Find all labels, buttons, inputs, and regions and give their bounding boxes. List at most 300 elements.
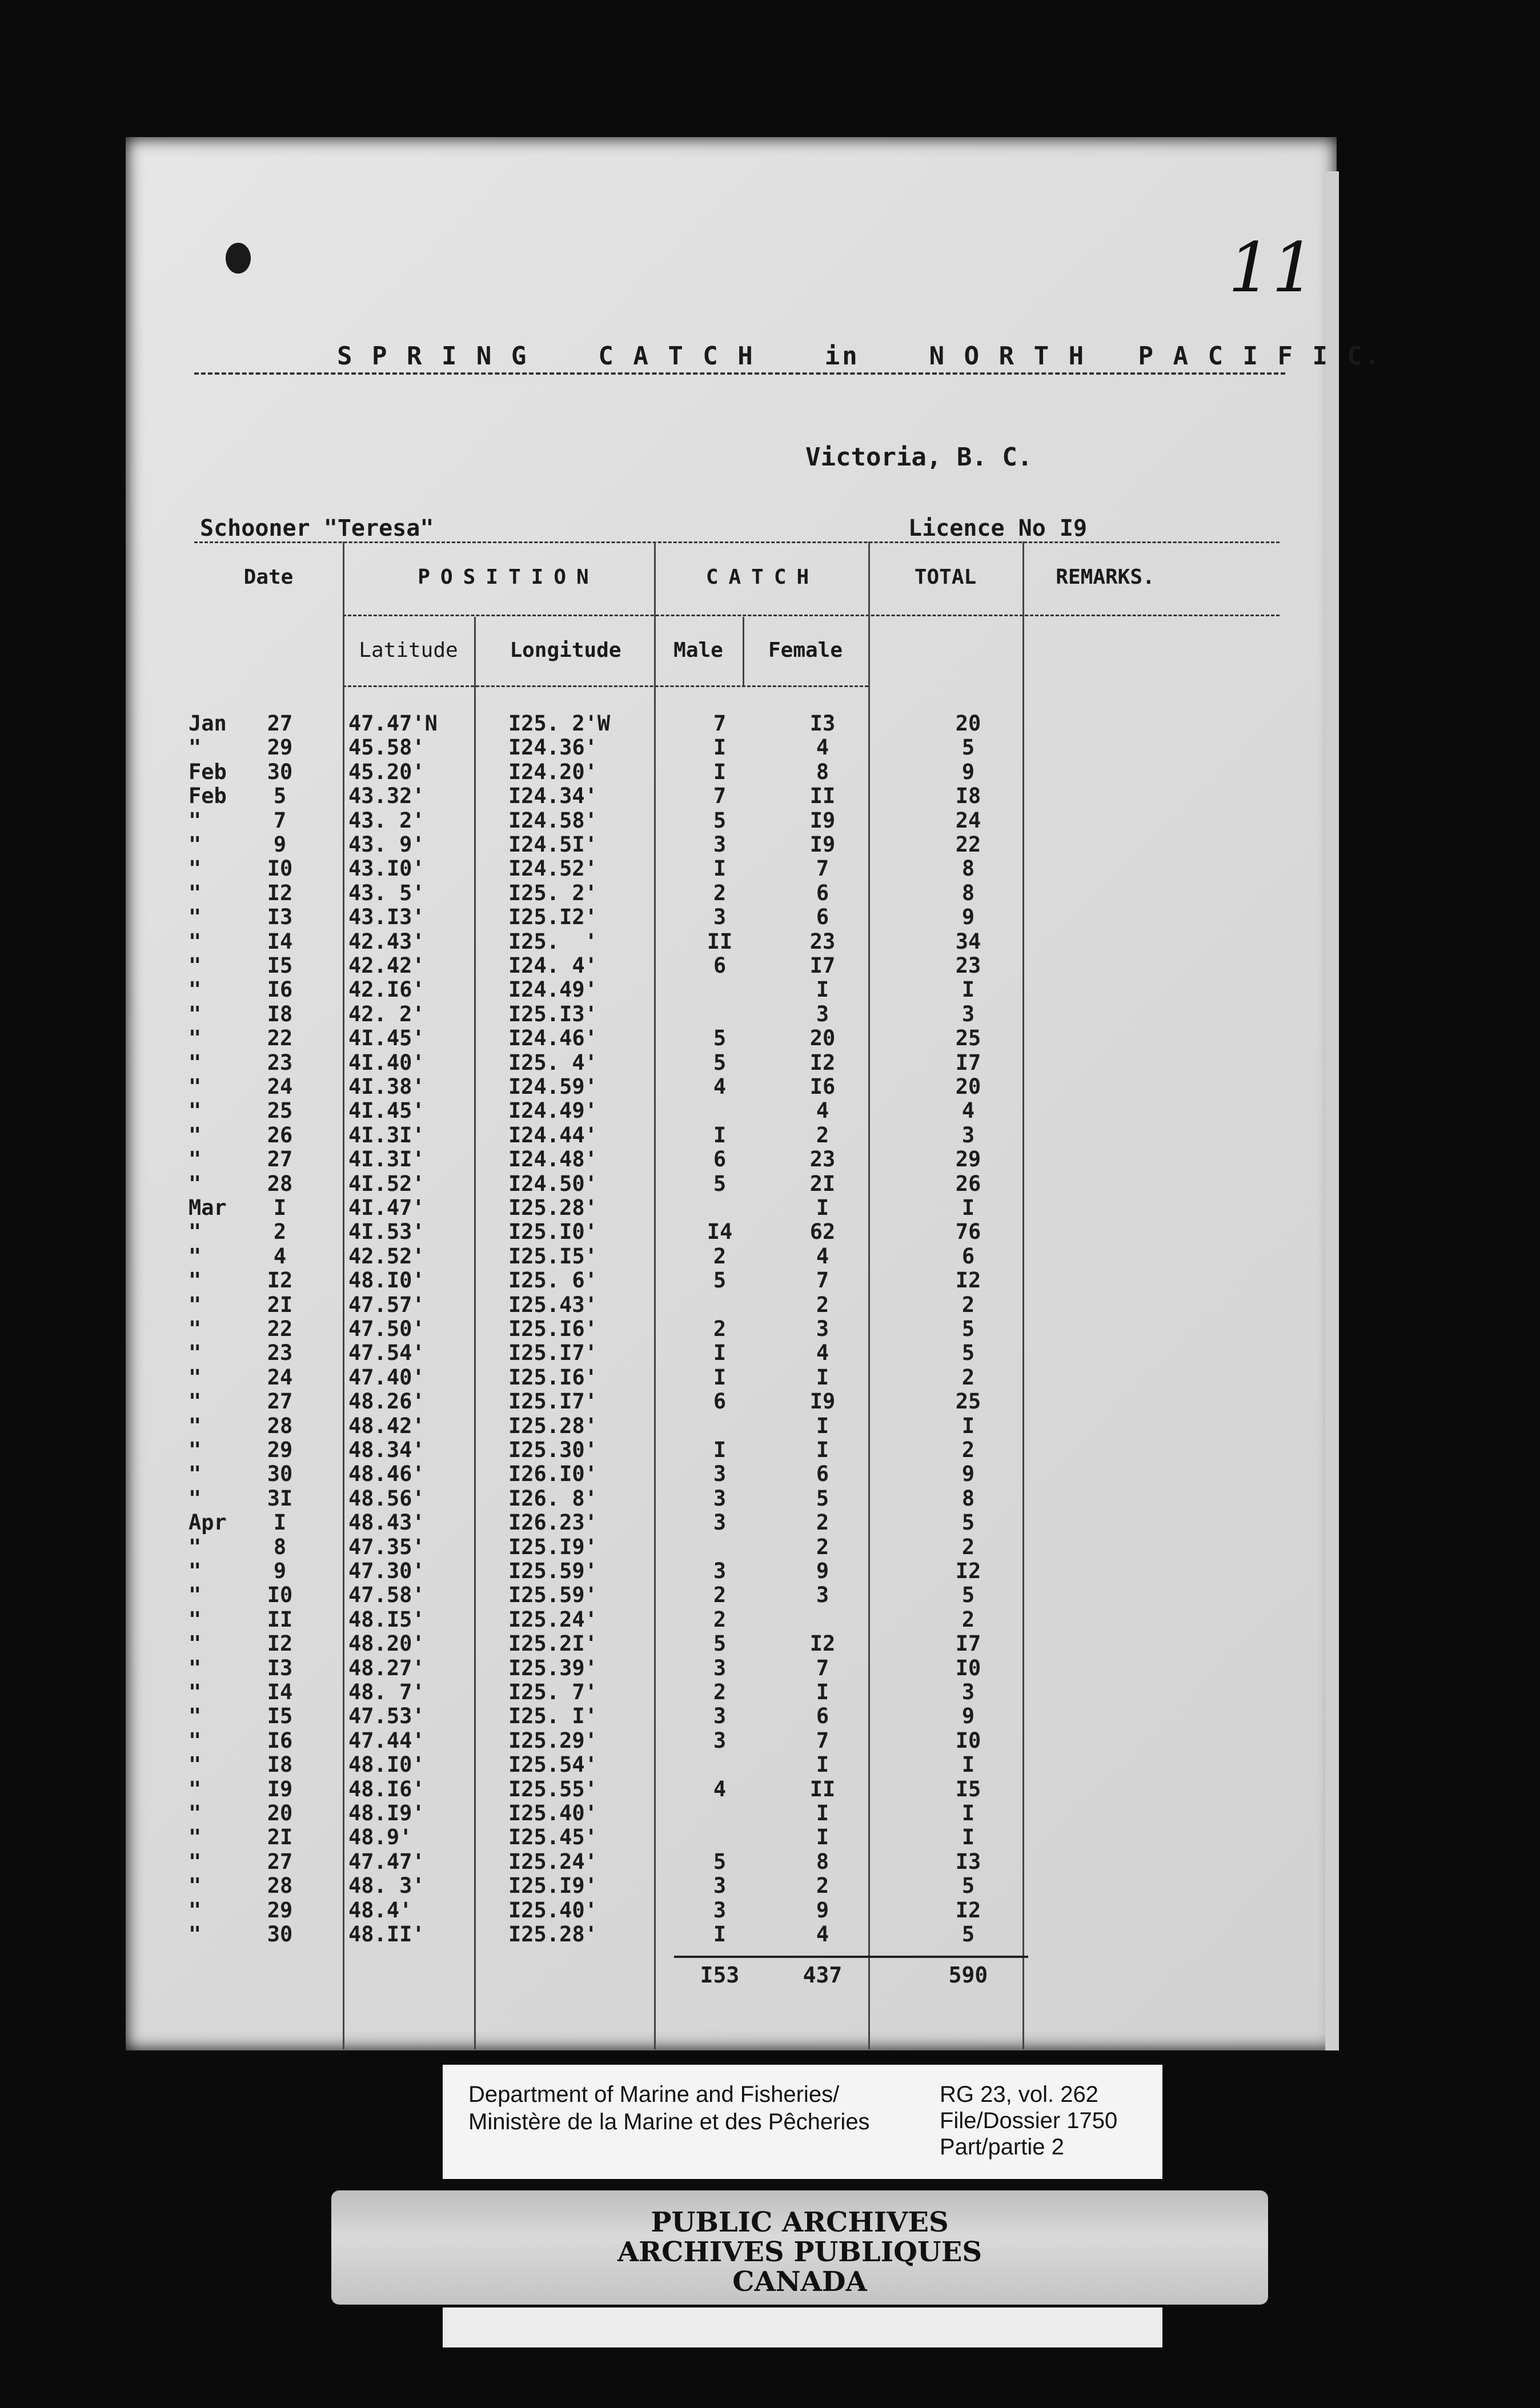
row-female: 8 (816, 1849, 829, 1874)
row-day: 28 (267, 1171, 293, 1196)
row-female: I9 (809, 808, 836, 833)
row-female: 4 (816, 1922, 829, 1947)
row-month: " (189, 1922, 202, 1947)
row-total: 8 (961, 880, 975, 905)
row-month: " (189, 1026, 202, 1051)
row-longitude: I25.I6' (508, 1364, 597, 1390)
row-total: 25 (955, 1026, 981, 1051)
row-month: " (189, 1631, 202, 1656)
col-divider-male (743, 617, 744, 685)
row-male: I (713, 856, 727, 881)
row-total: 9 (961, 1462, 975, 1487)
row-month: " (189, 808, 202, 833)
row-month: " (189, 1849, 202, 1874)
row-female: 20 (809, 1026, 836, 1051)
row-longitude: I25. ' (508, 929, 597, 954)
page-title: S P R I N G C A T C H in N O R T H P A C I F I C. (337, 342, 1382, 371)
row-day: I0 (267, 1583, 293, 1608)
row-day: 30 (267, 759, 293, 784)
row-latitude: 47.35' (348, 1534, 425, 1559)
row-latitude: 47.54' (348, 1341, 425, 1366)
row-longitude: I25.30' (508, 1438, 597, 1462)
row-total: 3 (961, 1122, 975, 1147)
row-month: Mar (189, 1195, 227, 1220)
row-total: I (961, 977, 975, 1002)
row-longitude: I25.24' (508, 1849, 597, 1874)
header-latitude: Latitude (359, 639, 458, 662)
row-day: I3 (267, 905, 293, 930)
row-month: " (189, 1098, 202, 1123)
row-total: 22 (955, 832, 981, 857)
page-number: 11 (1228, 228, 1316, 308)
row-month: " (189, 977, 202, 1002)
row-total: 24 (955, 808, 981, 833)
row-longitude: I25.I9' (508, 1534, 597, 1559)
row-month: " (189, 1728, 202, 1753)
row-latitude: 4I.47' (348, 1195, 425, 1220)
row-male: 5 (713, 808, 727, 833)
row-total: I8 (955, 784, 981, 809)
row-female: 5 (816, 1486, 829, 1511)
row-day: 29 (267, 1897, 293, 1923)
row-latitude: 48. 7' (348, 1680, 425, 1704)
title-underline (194, 372, 1285, 375)
row-longitude: I24.34' (508, 784, 597, 809)
row-total: 9 (961, 905, 975, 930)
row-longitude: I24.20' (508, 759, 597, 784)
row-latitude: 45.58' (348, 735, 425, 760)
row-female: 2 (816, 1873, 829, 1899)
row-day: 4 (273, 1243, 287, 1269)
row-month: Feb (189, 759, 227, 784)
row-latitude: 4I.53' (348, 1219, 425, 1245)
row-latitude: 48. 3' (348, 1873, 425, 1899)
row-latitude: 45.20' (348, 759, 425, 784)
row-longitude: I24.59' (508, 1074, 597, 1099)
row-total: 2 (961, 1364, 975, 1390)
row-male: 5 (713, 1026, 727, 1051)
row-latitude: 4I.3I' (348, 1147, 425, 1172)
row-longitude: I25. 2'W (508, 711, 611, 736)
row-longitude: I25.I6' (508, 1317, 597, 1341)
archive-label (443, 2065, 1162, 2179)
row-total: I (961, 1801, 975, 1825)
row-month: " (189, 735, 202, 760)
row-male: 5 (713, 1631, 727, 1656)
row-total: 8 (961, 856, 975, 881)
row-longitude: I25.I3' (508, 1001, 597, 1026)
row-female: I (816, 1680, 829, 1704)
row-month: " (189, 1752, 202, 1777)
row-male: 3 (713, 1510, 727, 1535)
row-female: 2 (816, 1534, 829, 1559)
row-total: 5 (961, 735, 975, 760)
header-position: POSITION (418, 565, 599, 589)
row-male: 3 (713, 905, 727, 930)
row-longitude: I24.49' (508, 977, 597, 1002)
row-longitude: I25.2I' (508, 1631, 597, 1656)
row-day: I3 (267, 1655, 293, 1680)
row-latitude: 47.58' (348, 1583, 425, 1608)
row-female: 2 (816, 1292, 829, 1317)
header-total: TOTAL (914, 565, 977, 589)
row-longitude: I26.23' (508, 1510, 597, 1535)
row-longitude: I25.43' (508, 1292, 597, 1317)
label-file: File/Dossier 1750 (940, 2108, 1118, 2133)
row-day: I9 (267, 1776, 293, 1801)
row-latitude: 43.I0' (348, 856, 425, 881)
row-male: 2 (713, 1243, 727, 1269)
row-total: 20 (955, 711, 981, 736)
row-total: 4 (961, 1098, 975, 1123)
row-month: " (189, 1534, 202, 1559)
row-male: I (713, 759, 727, 784)
label-part: Part/partie 2 (940, 2134, 1064, 2160)
row-day: I (273, 1510, 287, 1535)
row-latitude: 48.4' (348, 1897, 412, 1923)
header-mid-rule (343, 615, 1280, 616)
row-month: " (189, 1364, 202, 1390)
row-longitude: I25.55' (508, 1776, 597, 1801)
row-month: " (189, 832, 202, 857)
row-male: 3 (713, 1873, 727, 1899)
row-month: Feb (189, 784, 227, 809)
row-male: 6 (713, 1389, 727, 1414)
row-female: 6 (816, 1462, 829, 1487)
row-day: 27 (267, 1849, 293, 1874)
row-male: 2 (713, 1607, 727, 1632)
row-longitude: I25.I5' (508, 1243, 597, 1269)
row-month: " (189, 1050, 202, 1075)
row-total: 3 (961, 1001, 975, 1026)
row-day: I5 (267, 953, 293, 978)
licence-number: Licence No I9 (908, 515, 1088, 541)
row-total: I (961, 1752, 975, 1777)
row-latitude: 48.I0' (348, 1268, 425, 1293)
row-longitude: I24. 4' (508, 953, 597, 978)
row-latitude: 4I.45' (348, 1098, 425, 1123)
row-latitude: 48.46' (348, 1462, 425, 1487)
row-female: 7 (816, 1728, 829, 1753)
row-total: I7 (955, 1050, 981, 1075)
row-longitude: I24.46' (508, 1026, 597, 1051)
row-day: I8 (267, 1752, 293, 1777)
row-total: I2 (955, 1268, 981, 1293)
row-day: I (273, 1195, 287, 1220)
row-latitude: 47.40' (348, 1364, 425, 1390)
row-total: I2 (955, 1897, 981, 1923)
row-day: 20 (267, 1801, 293, 1825)
row-day: I6 (267, 1728, 293, 1753)
row-longitude: I25.28' (508, 1195, 597, 1220)
row-male: 2 (713, 1583, 727, 1608)
row-day: 5 (273, 784, 287, 809)
row-day: 8 (273, 1534, 287, 1559)
table-top-rule (194, 541, 1280, 543)
row-longitude: I25.I9' (508, 1873, 597, 1899)
row-latitude: 43. 5' (348, 880, 425, 905)
row-male: 3 (713, 1704, 727, 1729)
row-longitude: I25.29' (508, 1728, 597, 1753)
row-total: I7 (955, 1631, 981, 1656)
row-male: 3 (713, 832, 727, 857)
row-female: 6 (816, 1704, 829, 1729)
row-month: " (189, 1389, 202, 1414)
row-male: I (713, 1438, 727, 1462)
row-male: I4 (707, 1219, 733, 1245)
row-latitude: 47.53' (348, 1704, 425, 1729)
row-female: I6 (809, 1074, 836, 1099)
row-male: 7 (713, 784, 727, 809)
row-female: I9 (809, 832, 836, 857)
row-total: 2 (961, 1292, 975, 1317)
row-month: " (189, 1243, 202, 1269)
row-female: 6 (816, 880, 829, 905)
row-day: I2 (267, 1631, 293, 1656)
row-longitude: I24.49' (508, 1098, 597, 1123)
row-female: II (809, 1776, 836, 1801)
row-total: 9 (961, 759, 975, 784)
row-latitude: 42.42' (348, 953, 425, 978)
header-male: Male (673, 639, 723, 662)
row-total: 34 (955, 929, 981, 954)
row-longitude: I25.54' (508, 1752, 597, 1777)
row-female: I (816, 1801, 829, 1825)
row-female: I (816, 1825, 829, 1850)
row-day: 29 (267, 735, 293, 760)
label-dept-en: Department of Marine and Fisheries/ (468, 2082, 840, 2107)
row-month: " (189, 1317, 202, 1341)
row-total: 2 (961, 1534, 975, 1559)
totals-rule (674, 1956, 1028, 1958)
row-female: I2 (809, 1631, 836, 1656)
label-rg: RG 23, vol. 262 (940, 2082, 1098, 2107)
row-day: 28 (267, 1873, 293, 1899)
row-male: II (707, 929, 733, 954)
row-latitude: 48.I6' (348, 1776, 425, 1801)
row-latitude: 48.34' (348, 1438, 425, 1462)
row-latitude: 47.47' (348, 1849, 425, 1874)
row-day: I2 (267, 1268, 293, 1293)
row-day: I4 (267, 1680, 293, 1704)
col-divider-date (343, 541, 344, 2049)
row-male: 5 (713, 1268, 727, 1293)
row-female: I (816, 1752, 829, 1777)
row-male: 4 (713, 1776, 727, 1801)
row-male: 2 (713, 1317, 727, 1341)
total-female: 437 (803, 1962, 843, 1988)
row-latitude: 48.26' (348, 1389, 425, 1414)
row-longitude: I25.I2' (508, 905, 597, 930)
row-total: 25 (955, 1389, 981, 1414)
row-female: I (816, 977, 829, 1002)
row-longitude: I25.59' (508, 1583, 597, 1608)
row-longitude: I24.52' (508, 856, 597, 881)
row-day: 2I (267, 1825, 293, 1850)
row-day: II (267, 1607, 293, 1632)
row-female: 8 (816, 759, 829, 784)
row-day: 26 (267, 1122, 293, 1147)
row-month: " (189, 1559, 202, 1583)
punch-hole-icon (226, 243, 251, 274)
place-line: Victoria, B. C. (805, 443, 1033, 472)
row-longitude: I24.5I' (508, 832, 597, 857)
row-month: " (189, 1897, 202, 1923)
row-female: I7 (809, 953, 836, 978)
row-female: 4 (816, 735, 829, 760)
row-total: I5 (955, 1776, 981, 1801)
row-longitude: I24.58' (508, 808, 597, 833)
row-longitude: I25.40' (508, 1801, 597, 1825)
row-latitude: 4I.3I' (348, 1122, 425, 1147)
row-total: 29 (955, 1147, 981, 1172)
row-total: I2 (955, 1559, 981, 1583)
row-male: 5 (713, 1171, 727, 1196)
row-longitude: I25.59' (508, 1559, 597, 1583)
row-month: " (189, 1680, 202, 1704)
row-male: 5 (713, 1050, 727, 1075)
row-female: I (816, 1413, 829, 1438)
row-month: " (189, 1438, 202, 1462)
row-male: I (713, 735, 727, 760)
row-total: 26 (955, 1171, 981, 1196)
row-male: 3 (713, 1728, 727, 1753)
row-total: 5 (961, 1922, 975, 1947)
row-latitude: 4I.40' (348, 1050, 425, 1075)
row-total: 3 (961, 1680, 975, 1704)
row-male: 6 (713, 953, 727, 978)
header-catch: CATCH (705, 565, 820, 589)
row-month: " (189, 856, 202, 881)
row-total: 5 (961, 1317, 975, 1341)
row-month: Apr (189, 1510, 227, 1535)
row-male: 6 (713, 1147, 727, 1172)
header-longitude: Longitude (510, 639, 621, 662)
row-day: 2I (267, 1292, 293, 1317)
row-male: 5 (713, 1849, 727, 1874)
row-month: " (189, 1607, 202, 1632)
row-total: 2 (961, 1607, 975, 1632)
row-day: 30 (267, 1922, 293, 1947)
row-day: 24 (267, 1074, 293, 1099)
row-longitude: I25.45' (508, 1825, 597, 1850)
row-day: I6 (267, 977, 293, 1002)
row-total: I0 (955, 1655, 981, 1680)
row-latitude: 47.44' (348, 1728, 425, 1753)
row-female: 7 (816, 856, 829, 881)
row-latitude: 48.I0' (348, 1752, 425, 1777)
row-female: I3 (809, 711, 836, 736)
row-female: 3 (816, 1001, 829, 1026)
row-month: " (189, 1462, 202, 1487)
row-female: 4 (816, 1341, 829, 1366)
row-month: " (189, 1341, 202, 1366)
stamp-line-1: PUBLIC ARCHIVES (651, 2206, 949, 2238)
col-divider-position (654, 541, 656, 2049)
row-latitude: 43.32' (348, 784, 425, 809)
row-day: 24 (267, 1364, 293, 1390)
row-latitude: 48.42' (348, 1413, 425, 1438)
row-latitude: 48.I5' (348, 1607, 425, 1632)
row-female: 2 (816, 1122, 829, 1147)
row-female: 4 (816, 1098, 829, 1123)
row-day: I5 (267, 1704, 293, 1729)
row-male: 7 (713, 711, 727, 736)
label-strip (443, 2307, 1162, 2347)
row-total: I3 (955, 1849, 981, 1874)
row-month: " (189, 1583, 202, 1608)
row-day: I4 (267, 929, 293, 954)
row-month: " (189, 1486, 202, 1511)
row-longitude: I25.40' (508, 1897, 597, 1923)
row-latitude: 48.43' (348, 1510, 425, 1535)
row-latitude: 42.43' (348, 929, 425, 954)
row-female: I2 (809, 1050, 836, 1075)
row-month: " (189, 1873, 202, 1899)
row-male: 3 (713, 1897, 727, 1923)
row-day: 9 (273, 1559, 287, 1583)
row-total: 23 (955, 953, 981, 978)
total-all: 590 (948, 1962, 988, 1988)
row-month: " (189, 1147, 202, 1172)
row-female: 3 (816, 1317, 829, 1341)
row-total: I (961, 1413, 975, 1438)
row-longitude: I25.39' (508, 1655, 597, 1680)
row-female: I (816, 1195, 829, 1220)
row-male: 4 (713, 1074, 727, 1099)
row-female: 23 (809, 929, 836, 954)
row-day: 30 (267, 1462, 293, 1487)
row-male: 3 (713, 1462, 727, 1487)
row-female: 9 (816, 1559, 829, 1583)
row-longitude: I24.48' (508, 1147, 597, 1172)
row-female: II (809, 784, 836, 809)
row-latitude: 48.56' (348, 1486, 425, 1511)
row-day: I8 (267, 1001, 293, 1026)
row-female: 7 (816, 1655, 829, 1680)
row-total: I (961, 1825, 975, 1850)
row-longitude: I25.I7' (508, 1389, 597, 1414)
row-female: 62 (809, 1219, 836, 1245)
row-latitude: 43. 9' (348, 832, 425, 857)
row-month: " (189, 1122, 202, 1147)
row-month: " (189, 1801, 202, 1825)
row-female: I9 (809, 1389, 836, 1414)
header-female: Female (768, 639, 843, 662)
row-day: 7 (273, 808, 287, 833)
row-longitude: I25.I7' (508, 1341, 597, 1366)
row-month: " (189, 1292, 202, 1317)
row-day: 3I (267, 1486, 293, 1511)
row-month: " (189, 1219, 202, 1245)
header-remarks: REMARKS. (1056, 565, 1155, 589)
row-month: " (189, 1704, 202, 1729)
row-longitude: I25. 6' (508, 1268, 597, 1293)
row-longitude: I25.28' (508, 1413, 597, 1438)
row-female: 23 (809, 1147, 836, 1172)
row-latitude: 48.II' (348, 1922, 425, 1947)
row-latitude: 4I.45' (348, 1026, 425, 1051)
row-longitude: I26.I0' (508, 1462, 597, 1487)
row-day: 28 (267, 1413, 293, 1438)
row-total: 2 (961, 1438, 975, 1462)
row-total: 6 (961, 1243, 975, 1269)
row-total: 9 (961, 1704, 975, 1729)
row-longitude: I25. 4' (508, 1050, 597, 1075)
row-male: I (713, 1341, 727, 1366)
row-total: 76 (955, 1219, 981, 1245)
row-female: 7 (816, 1268, 829, 1293)
